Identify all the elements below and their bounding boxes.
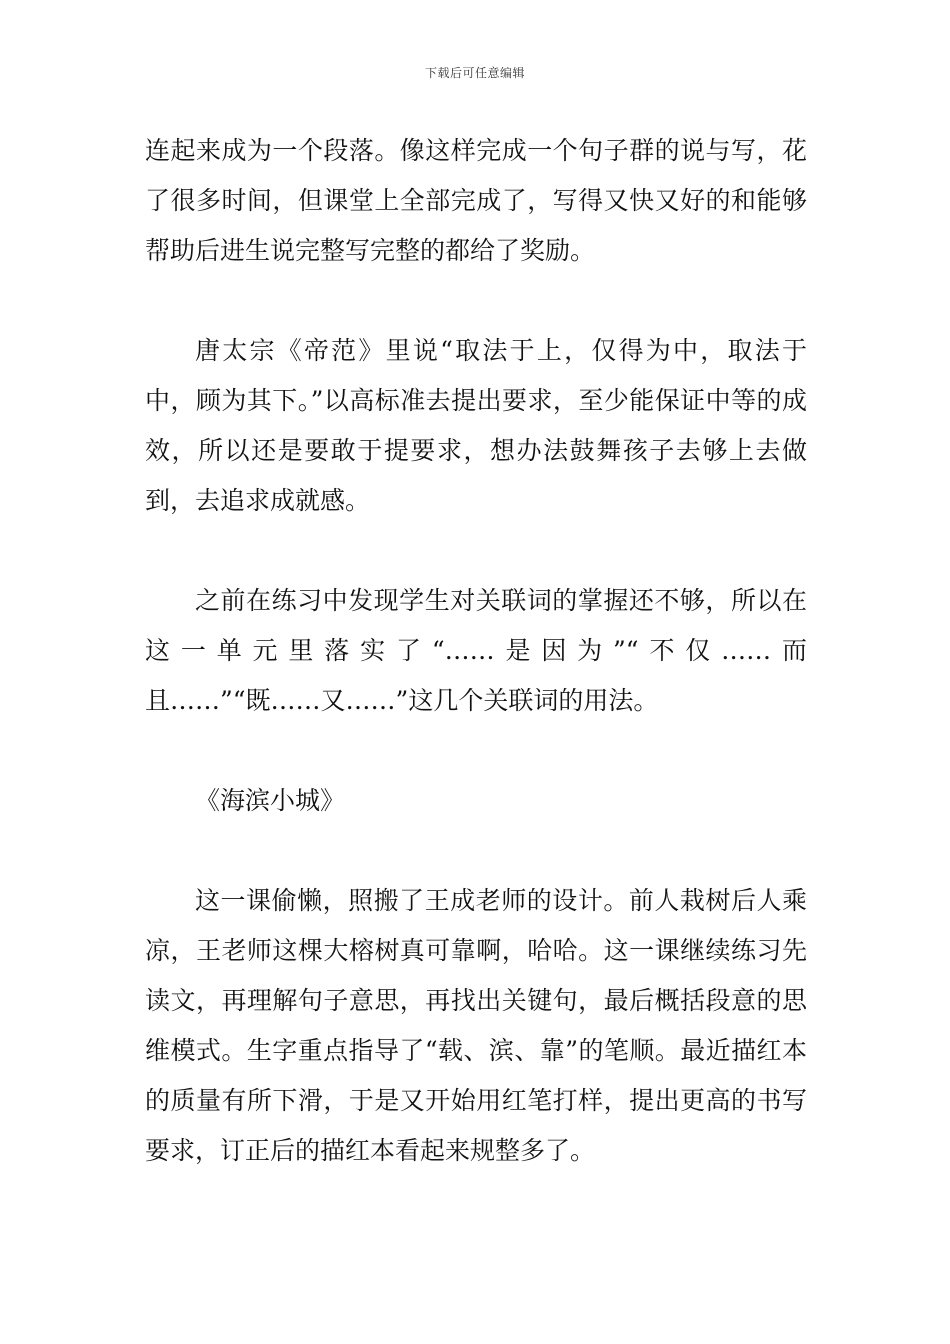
paragraph-gap bbox=[145, 276, 807, 326]
paragraph-gap bbox=[145, 826, 807, 876]
paragraph-tang-taizong: 唐太宗《帝范》里说“取法于上，仅得为中，取法于中，顾为其下。”以高标准去提出要求，至少能保证中等的成效，所以还是要敢于提要求，想办法鼓舞孩子去够上去做到，去追求成就感。 bbox=[145, 336, 807, 515]
lesson-title: 《海滨小城》 bbox=[195, 786, 346, 815]
paragraph-lesson-reflection: 这一课偷懒，照搬了王成老师的设计。前人栽树后人乘凉，王老师这棵大榕树真可靠啊，哈哈。这一课继续练习先读文，再理解句子意思，再找出关键句，最后概括段意的思维模式。生字重点指导了“载、滨、靠”的笔顺。最近描红本的质量有所下滑，于是又开始用红笔打样，提出更高的书写要求，订正后的描红本看起来规整多了。 bbox=[145, 886, 807, 1165]
document-body bbox=[145, 126, 807, 1176]
paragraph-continuation: 连起来成为一个段落。像这样完成一个句子群的说与写，花了很多时间，但课堂上全部完成了，写得又快又好的和能够帮助后进生说完整写完整的都给了奖励。 bbox=[145, 136, 807, 265]
paragraph-conjunctions: 之前在练习中发现学生对关联词的掌握还不够，所以在这一单元里落实了“……是因为”“不仅……而且……”“既……又……”这几个关联词的用法。 bbox=[145, 586, 807, 715]
page-header: 下载后可任意编辑 bbox=[424, 66, 525, 80]
paragraph-gap bbox=[145, 526, 807, 576]
paragraph-gap bbox=[145, 726, 807, 776]
